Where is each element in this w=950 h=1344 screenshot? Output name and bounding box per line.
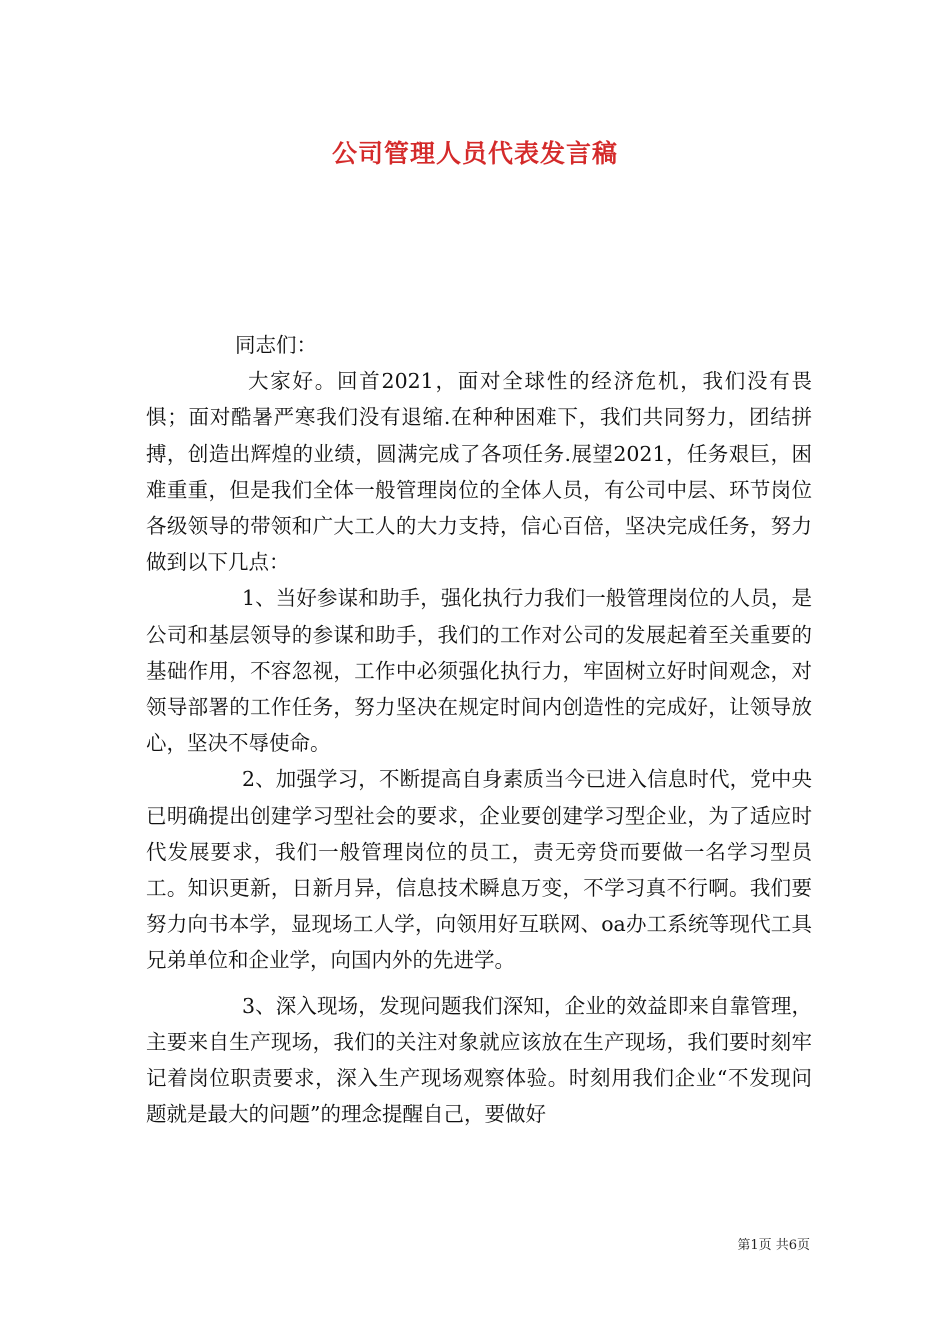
paragraph-point-2: 2、加强学习，不断提高自身素质当今已进入信息时代，党中央已明确提出创建学习型社会的要求，企业要创建学习型企业，为了适应时代发展要求，我们一般管理岗位的员工，责无旁贷而要做一名学习型员工。知识更新，日新月异，信息技术瞬息万变，不学习真不行啊。我们要努力向书本学，显现场工人学，向领用好互联网、oa办工系统等现代工具兄弟单位和企业学，向国内外的先进学。 bbox=[146, 767, 812, 973]
document-title: 公司管理人员代表发言稿 bbox=[331, 139, 618, 168]
paragraph-point-1: 1、当好参谋和助手，强化执行力我们一般管理岗位的人员，是公司和基层领导的参谋和助手，我们的工作对公司的发展起着至关重要的基础作用，不容忽视，工作中必须强化执行力，牢固树立好时间观念，对领导部署的工作任务，努力坚决在规定时间内创造性的完成好，让领导放心，坚决不辱使命。 bbox=[146, 586, 812, 756]
page-number-footer: 第1页 共6页 bbox=[737, 1238, 810, 1253]
document-body bbox=[146, 327, 812, 1132]
paragraph-intro: 大家好。回首2021，面对全球性的经济危机，我们没有畏惧；面对酷暑严寒我们没有退缩.在种种困难下，我们共同努力，团结拼搏，创造出辉煌的业绩，圆满完成了各项任务.展望2021，任务艰巨，困难重重，但是我们全体一般管理岗位的全体人员，有公司中层、环节岗位各级领导的带领和广大工人的大力支持，信心百倍，坚决完成任务，努力做到以下几点： bbox=[146, 369, 812, 575]
salutation: 同志们： bbox=[235, 333, 317, 357]
paragraph-point-3: 3、深入现场，发现问题我们深知，企业的效益即来自靠管理，主要来自生产现场，我们的关注对象就应该放在生产现场，我们要时刻牢记着岗位职责要求，深入生产现场观察体验。时刻用我们企业“不发现问题就是最大的问题”的理念提醒自己，要做好 bbox=[146, 993, 812, 1127]
